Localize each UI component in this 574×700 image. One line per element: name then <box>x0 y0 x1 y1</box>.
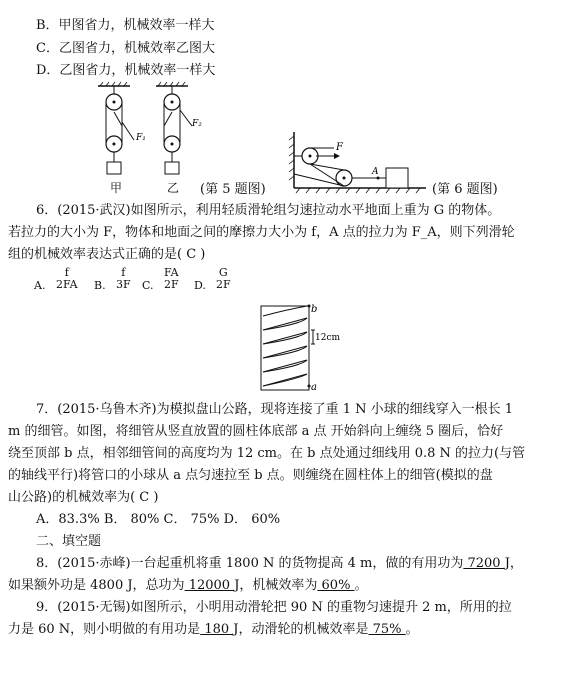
q7-line-3: 绕至顶部 b 点，相邻细管间的高度均为 12 cm。在 b 点处通过细线用 0.8 N 的拉力(与管 <box>8 446 526 461</box>
point-a-label: A <box>372 167 379 177</box>
q9-line-1: 9．(2015·无锡)如图所示，小明用动滑轮把 90 N 的重物匀速提升 2 m，所用的拉 <box>36 600 512 615</box>
figure-5-caption: (第 5 题图) <box>200 182 266 197</box>
q9-line-2: 力是 60 N，则小明做的有用功是 180 J，动滑轮的机械效率是 75% 。 <box>8 622 419 637</box>
q8-answer-2: 12000 <box>184 578 235 593</box>
figure-5-pulleys <box>90 82 210 180</box>
q6-line-1: 6．(2015·武汉)如图所示，利用轻质滑轮组匀速拉动水平地面上重为 G 的物体。 <box>36 203 501 218</box>
point-a-bottom-label: a <box>311 382 317 393</box>
q8-answer-3: 60% <box>317 578 355 593</box>
label-jia: 甲 <box>110 181 123 195</box>
point-b-label: b <box>311 304 318 315</box>
figure-7-coiled-tube <box>255 302 341 394</box>
q7-options: A．83.3% B． 80% C． 75% D． 60% <box>36 512 281 527</box>
q6-option-a: f 2FA A. <box>34 266 78 292</box>
option-d: D．乙图省力，机械效率一样大 <box>36 63 216 78</box>
q7-line-2: m 的细管。如图，将细管从竖直放置的圆柱体底部 a 点 开始斜向上缠绕 5 圈后，恰好 <box>8 424 504 439</box>
q6-option-b: f 3F B. <box>94 266 131 292</box>
force-f-label: F <box>336 142 343 153</box>
option-b: B．甲图省力，机械效率一样大 <box>36 18 215 33</box>
q7-line-1: 7．(2015·乌鲁木齐)为模拟盘山公路，现将连接了重 1 N 小球的细线穿入一根长 1 <box>36 402 514 417</box>
force-f1-label: F₁ <box>136 133 146 143</box>
q6-line-2: 若拉力的大小为 F，物体和地面之间的摩擦力大小为 f，A 点的拉力为 F_A，则下列滑轮 <box>8 225 515 240</box>
q7-line-4: 的轴线平行)将管口的小球从 a 点匀速拉至 b 点。则缠绕在圆柱体上的细管(模拟的盘 <box>8 468 493 483</box>
section-fill-in: 二、填空题 <box>36 534 102 549</box>
label-yi: 乙 <box>167 181 180 195</box>
q7-line-5: 山公路)的机械效率为( C ) <box>8 490 159 505</box>
option-c: C．乙图省力，机械效率乙图大 <box>36 41 215 56</box>
height-12cm-label: 12cm <box>315 333 341 343</box>
figure-6-pulley-block <box>286 130 436 194</box>
q8-line-2: 如果额外功是 4800 J，总功为 12000 J，机械效率为 60% 。 <box>8 578 368 593</box>
q8-line-1: 8．(2015·赤峰)一台起重机将重 1800 N 的货物提高 4 m，做的有用功为 7200 J， <box>36 556 523 571</box>
q9-answer-1: 180 <box>200 622 234 637</box>
q9-answer-2: 75% <box>368 622 406 637</box>
q6-line-3: 组的机械效率表达式正确的是( C ) <box>8 247 206 262</box>
figure-6-caption: (第 6 题图) <box>432 182 498 197</box>
force-f2-label: F₂ <box>192 119 202 129</box>
q8-answer-1: 7200 <box>463 556 505 571</box>
q6-option-d: G 2F D. <box>194 266 231 292</box>
q6-option-c: FA 2F C. <box>142 266 179 292</box>
